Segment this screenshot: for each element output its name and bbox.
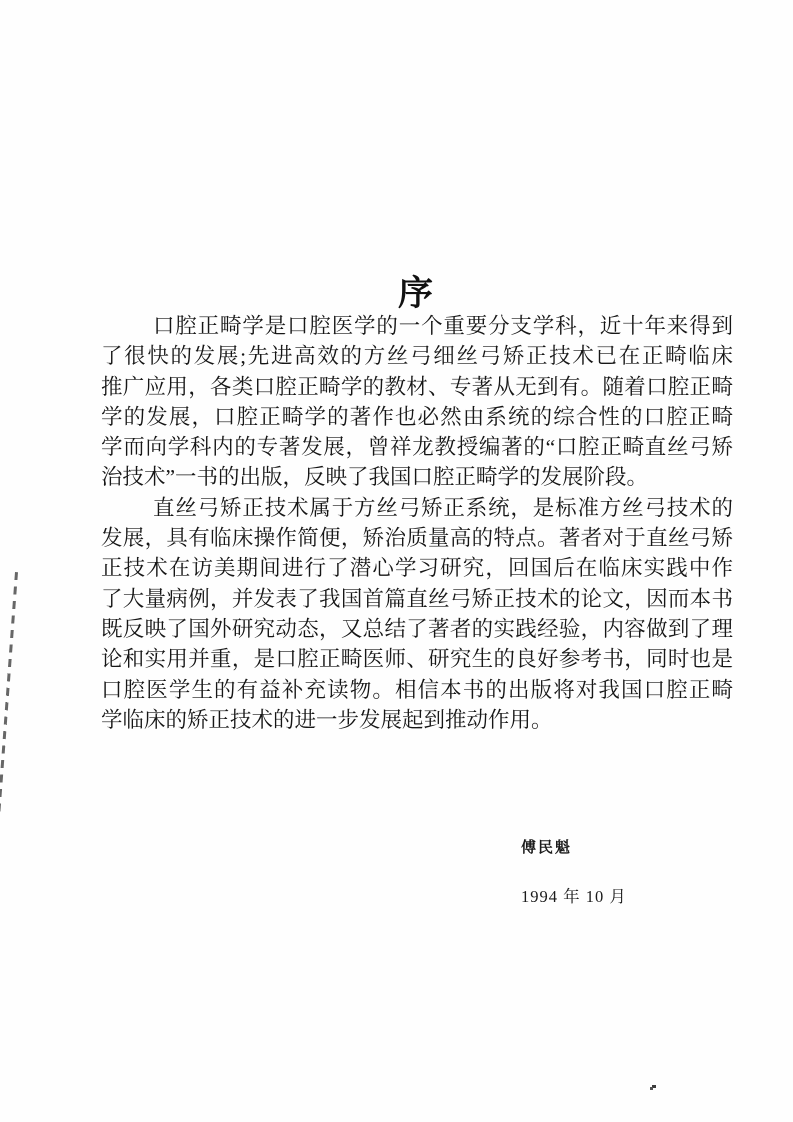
text-line: 了很快的发展;先进高效的方丝弓细丝弓矫正技术已在正畸临床 [101,344,733,369]
text-line: 学的发展，口腔正畸学的著作也必然由系统的综合性的口腔正畸 [101,404,733,429]
signature-name: 傅民魁 [521,840,573,856]
paragraph-2 [101,493,733,735]
text-line: 发展，具有临床操作简便，矫治质量高的特点。著者对于直丝弓矫 [101,526,733,551]
text-line: 了大量病例，并发表了我国首篇直丝弓矫正技术的论文，因而本书 [101,586,733,611]
text-line: 学临床的矫正技术的进一步发展起到推动作用。 [101,707,553,732]
text-line: 直丝弓矫正技术属于方丝弓矫正系统，是标准方丝弓技术的 [153,495,733,520]
signature-block [521,836,627,907]
text-line: 口腔正畸学是口腔医学的一个重要分支学科，近十年来得到 [153,314,733,338]
text-line: 正技术在访美期间进行了潜心学习研究，回国后在临床实践中作 [101,556,733,581]
text-line: 论和实用并重，是口腔正畸医师、研究生的良好参考书，同时也是 [101,647,733,672]
text-line: 口腔医学生的有益补充读物。相信本书的出版将对我国口腔正畸 [101,677,733,702]
binding-fold-dashed-line [0,572,18,1101]
text-line: 既反映了国外研究动态，又总结了著者的实践经验，内容做到了理 [101,616,733,641]
signature-date: 1994 年 10 月 [521,887,627,906]
scan-speck-artifact [652,1085,656,1088]
preface-body [101,311,733,735]
paragraph-1 [101,311,733,493]
page-title: 序 [397,274,435,314]
text-line: 学而向学科内的专著发展，曾祥龙教授编著的“口腔正畸直丝弓矫 [101,435,733,460]
text-line: 推广应用，各类口腔正畸学的教材、专著从无到有。随着口腔正畸 [101,374,733,399]
text-line: 治技术”一书的出版，反映了我国口腔正畸学的发展阶段。 [101,465,649,490]
